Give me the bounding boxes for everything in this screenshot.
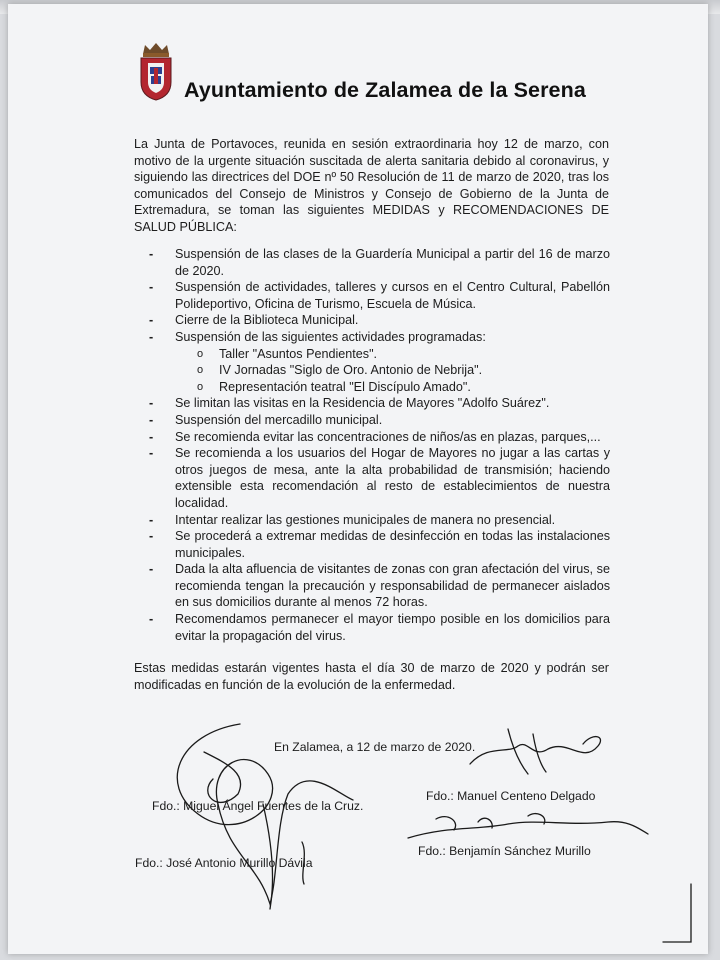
- signature-scribble-top-right: [470, 737, 600, 764]
- municipal-coat-of-arms-icon: [136, 40, 176, 102]
- list-item: - Se procederá a extremar medidas de desinfección en todas las instalaciones municipales.: [148, 528, 610, 561]
- list-item: - Se recomienda a los usuarios del Hogar de Mayores no jugar a las cartas y otros juegos de mesa, ante la alta probabilidad de transmisión; haciendo extensible esta recomendación al resto de establecimientos de nuestra localidad.: [148, 445, 610, 511]
- signature-line-fuentes: Fdo.: Miguel Ángel Fuentes de la Cruz.: [152, 799, 364, 813]
- signature-line-murillo: Fdo.: José Antonio Murillo Dávila: [135, 856, 313, 870]
- list-item: - Recomendamos permanecer el mayor tiempo posible en los domicilios para evitar la propagación del virus.: [148, 611, 610, 644]
- sub-list-item: o IV Jornadas "Siglo de Oro. Antonio de Nebrija".: [197, 362, 610, 379]
- list-item-label: Suspensión de las siguientes actividades programadas:: [175, 329, 486, 344]
- signature-line-centeno: Fdo.: Manuel Centeno Delgado: [426, 789, 596, 803]
- signature-scribble-bottom-right: [408, 822, 648, 838]
- list-item: - Se recomienda evitar las concentraciones de niños/as en plazas, parques,...: [148, 429, 610, 446]
- list-item: - Cierre de la Biblioteca Municipal.: [148, 312, 610, 329]
- measures-list: [148, 246, 610, 644]
- list-item: - Suspensión de actividades, talleres y cursos en el Centro Cultural, Pabellón Polideportivo, Oficina de Turismo, Escuela de Música.: [148, 279, 610, 312]
- sub-list: [175, 346, 610, 396]
- page-title: Ayuntamiento de Zalamea de la Serena: [184, 78, 586, 102]
- list-item-with-subitems: [148, 329, 610, 395]
- list-item: - Se limitan las visitas en la Residencia de Mayores "Adolfo Suárez".: [148, 395, 610, 412]
- list-item: - Suspensión de las clases de la Guardería Municipal a partir del 16 de marzo de 2020.: [148, 246, 610, 279]
- signature-line-sanchez: Fdo.: Benjamín Sánchez Murillo: [418, 844, 591, 858]
- list-item: - Intentar realizar las gestiones municipales de manera no presencial.: [148, 512, 610, 529]
- document-page: [8, 4, 708, 954]
- place-and-date: En Zalamea, a 12 de marzo de 2020.: [274, 740, 476, 754]
- intro-paragraph: La Junta de Portavoces, reunida en sesión extraordinaria hoy 12 de marzo, con motivo de la urgente situación suscitada de alerta sanitaria debido al coronavirus, y siguiendo las directrices del DOE nº 50 Resolución de 11 de marzo de 2020, tras los comunicados del Consejo de Ministros y Consejo de Gobierno de la Junta de Extremadura, se toman las siguientes MEDIDAS y RECOMENDACIONES DE SALUD PÚBLICA:: [134, 137, 609, 234]
- list-item: - Dada la alta afluencia de visitantes de zonas con gran afectación del virus, se recomienda tengan la precaución y responsabilidad de permanecer aislados en sus domicilios durante al menos 72 horas.: [148, 561, 610, 611]
- sub-list-item: o Taller "Asuntos Pendientes".: [197, 346, 610, 363]
- list-item: - Suspensión del mercadillo municipal.: [148, 412, 610, 429]
- sub-list-item: o Representación teatral "El Discípulo Amado".: [197, 379, 610, 396]
- closing-paragraph: Estas medidas estarán vigentes hasta el día 30 de marzo de 2020 y podrán ser modificadas en función de la evolución de la enfermedad.: [134, 661, 609, 692]
